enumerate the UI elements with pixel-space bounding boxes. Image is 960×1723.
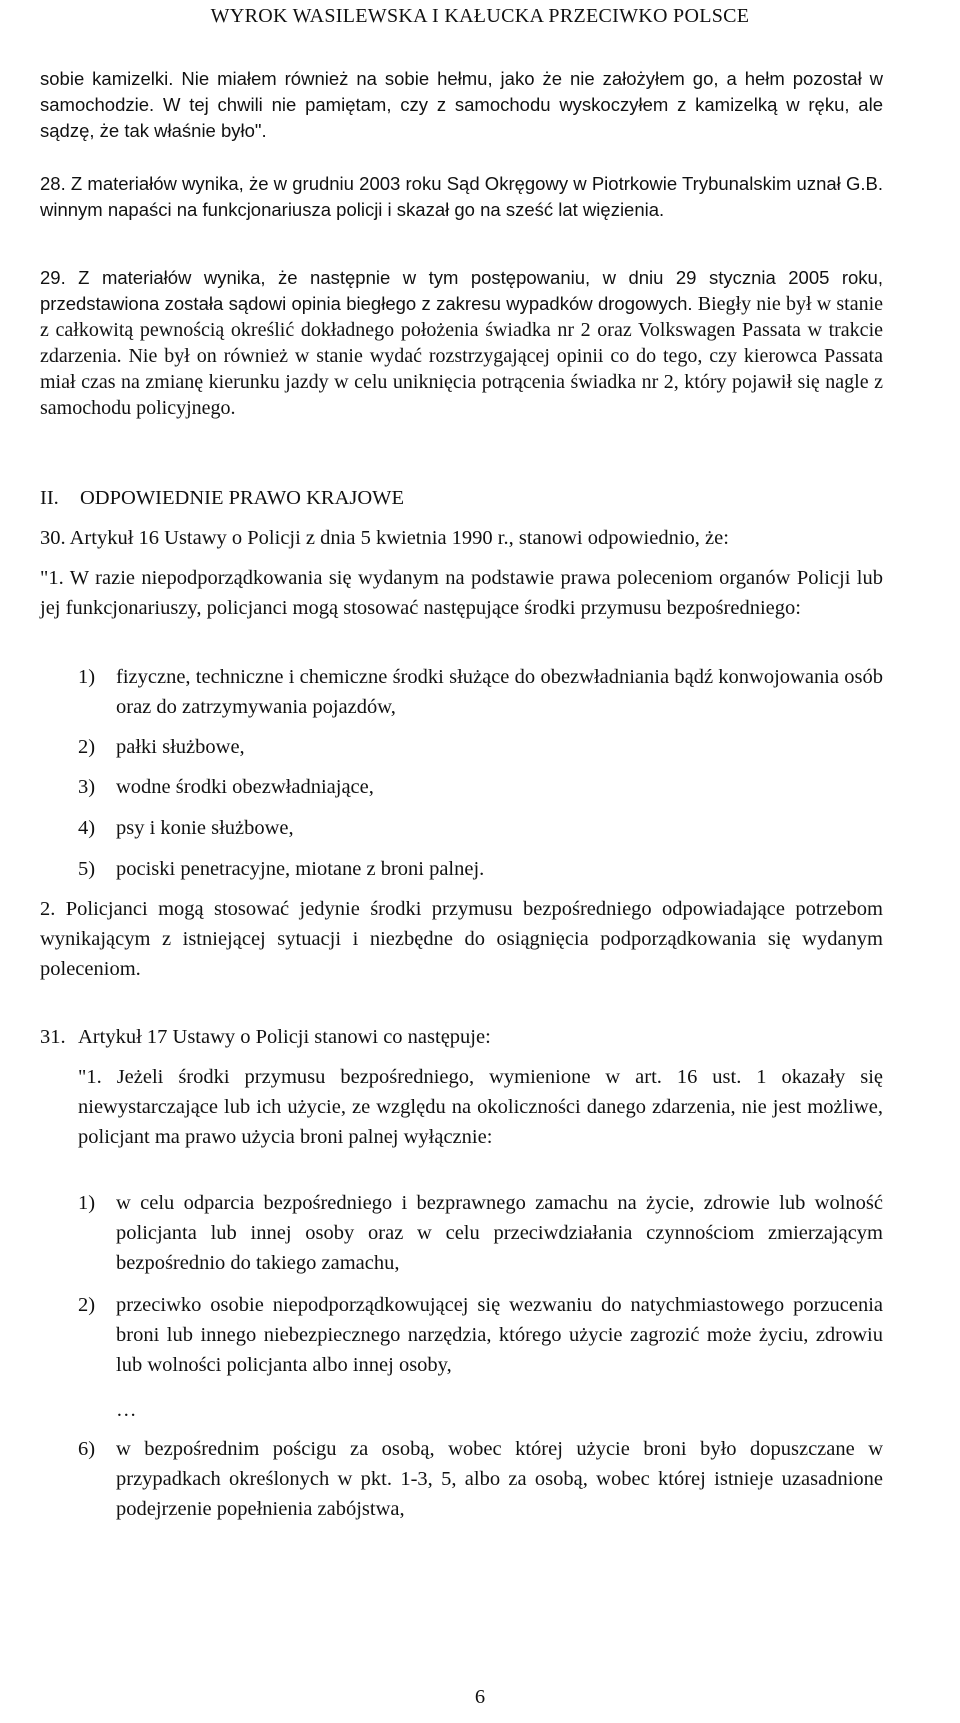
page-number: 6 xyxy=(474,1686,486,1708)
list-text: przeciwko osobie niepodporządkowującej się wezwaniu do natychmiastowego porzucenia broni lub innego niebezpiecznego narzędzia, którego użycie zagrozić może życiu, zdrowiu lub wolności policjanta albo innej osoby, xyxy=(116,1294,883,1376)
article-17-item-2 xyxy=(78,1290,883,1380)
section-title: ODPOWIEDNIE PRAWO KRAJOWE xyxy=(80,487,405,509)
paragraph-continuation: sobie kamizelki. Nie miałem również na sobie hełmu, jako że nie założyłem go, a hełm pozostał w samochodzie. W tej chwili nie pamiętam, czy z samochodu wyskoczyłem z kamizelką w ręku, ale sądzę, że tak właśnie było". xyxy=(40,68,883,141)
list-number: 3) xyxy=(78,776,96,798)
paragraph-30: 30. Artykuł 16 Ustawy o Policji z dnia 5 kwietnia 1990 r., stanowi odpowiednio, że: xyxy=(40,527,729,549)
list-text: pałki służbowe, xyxy=(116,736,245,758)
list-text: pociski penetracyjne, miotane z broni palnej. xyxy=(116,858,485,880)
list-text: fizyczne, techniczne i chemiczne środki służące do obezwładniania bądź konwojowania osób oraz do zatrzymywania pojazdów, xyxy=(116,666,883,718)
list-text: w bezpośrednim pościgu za osobą, wobec której użycie broni było dopuszczane w przypadkach określonych w pkt. 1-3, 5, albo za osobą, wobec której istnieje uzasadnione podejrzenie popełnienia zabójstwa, xyxy=(116,1438,883,1520)
article-16-item-1 xyxy=(78,662,883,722)
article-17-item-1 xyxy=(78,1188,883,1278)
list-number: 1) xyxy=(78,666,96,688)
paragraph-29-sans: 29. Z materiałów wynika, że następnie w tym postępowaniu, w dniu 29 stycznia 2005 roku, przedstawiona została sądowi opinia biegłego z zakresu wypadków drogowych. xyxy=(40,267,883,314)
section-heading xyxy=(40,483,404,513)
list-text: wodne środki obezwładniające, xyxy=(116,776,374,798)
paragraph-28: 28. Z materiałów wynika, że w grudniu 2003 roku Sąd Okręgowy w Piotrkowie Trybunalskim uznał G.B. winnym napaści na funkcjonariusza policji i skazał go na sześć lat więzienia. xyxy=(40,173,883,220)
list-number: 1) xyxy=(78,1192,96,1214)
article-16-point-2: 2. Policjanci mogą stosować jedynie środki przymusu bezpośredniego odpowiadające potrzebom wynikającym z istniejącej sytuacji i niezbędne do osiągnięcia podporządkowania się wydanym poleceniom. xyxy=(40,898,883,980)
list-number: 4) xyxy=(78,817,96,839)
section-number: II. xyxy=(40,487,59,509)
article-16-item-4 xyxy=(78,813,883,843)
article-16-item-5 xyxy=(78,854,883,884)
paragraph-29-serif: Biegły nie był w stanie z całkowitą pewnością określić dokładnego położenia świadka nr 2 oraz Volkswagen Passata w trakcie zdarzenia. Nie był on również w stanie wydać rozstrzygającej opinii co do tego, czy kierowca Passata miał czas na zmianę kierunku jazdy w celu uniknięcia potrącenia świadka nr 2, który pojawił się nagle z samochodu policyjnego. xyxy=(40,293,884,419)
list-number: 6) xyxy=(78,1438,96,1460)
article-17-ellipsis xyxy=(78,1395,883,1425)
paragraph-31-number: 31. xyxy=(40,1026,66,1048)
ellipsis-text: … xyxy=(116,1399,137,1421)
article-17-intro: "1. Jeżeli środki przymusu bezpośredniego, wymienione w art. 16 ust. 1 okazały się niewystarczające lub ich użycie, ze względu na okoliczności danego zdarzenia, nie jest możliwe, policjant ma prawo użycia broni palnej wyłącznie: xyxy=(78,1066,883,1148)
article-16-item-2 xyxy=(78,732,883,762)
article-16-intro: "1. W razie niepodporządkowania się wydanym na podstawie prawa poleceniom organów Policji lub jej funkcjonariuszy, policjanci mogą stosować następujące środki przymusu bezpośredniego: xyxy=(40,567,883,619)
paragraph-31-text: Artykuł 17 Ustawy o Policji stanowi co następuje: xyxy=(78,1026,491,1048)
article-17-item-6 xyxy=(78,1434,883,1524)
list-text: w celu odparcia bezpośredniego i bezprawnego zamachu na życie, zdrowie lub wolność policjanta lub innej osoby oraz w celu przeciwdziałania czynnościom zmierzającym bezpośrednio do takiego zamachu, xyxy=(116,1192,883,1274)
paragraph-29 xyxy=(40,265,883,421)
list-number: 2) xyxy=(78,1294,96,1316)
paragraph-31 xyxy=(40,1022,491,1052)
running-header: WYROK WASILEWSKA I KAŁUCKA PRZECIWKO POLSCE xyxy=(210,5,750,27)
list-text: psy i konie służbowe, xyxy=(116,817,294,839)
list-number: 5) xyxy=(78,858,96,880)
article-16-item-3 xyxy=(78,772,883,802)
list-number: 2) xyxy=(78,736,96,758)
